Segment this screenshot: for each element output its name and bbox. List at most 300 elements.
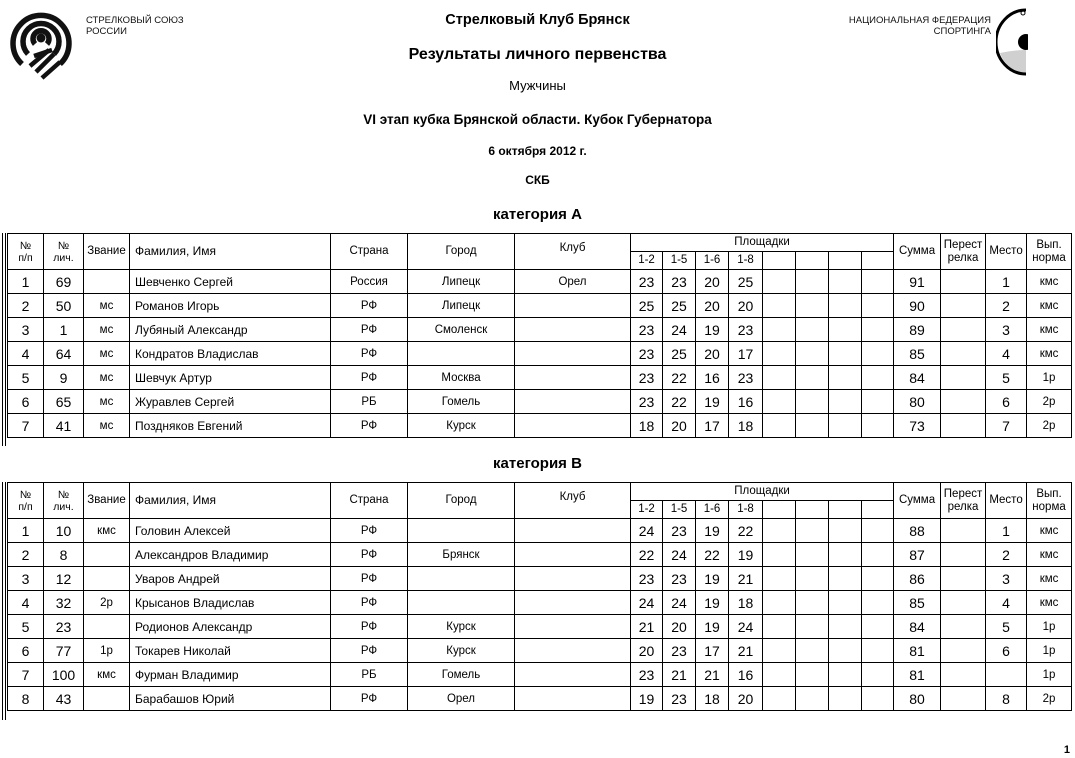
col-header-city: Город bbox=[408, 483, 515, 519]
cell-rank: кмс bbox=[84, 519, 130, 543]
cell-score: 24 bbox=[631, 591, 663, 615]
cell-city bbox=[408, 342, 515, 366]
cell-country: РФ bbox=[331, 342, 408, 366]
col-header-ranges: Площадки bbox=[631, 483, 894, 501]
col-header-range: 1-5 bbox=[663, 252, 696, 270]
col-header-range bbox=[862, 501, 894, 519]
cell-license: 65 bbox=[44, 390, 84, 414]
cell-score bbox=[829, 567, 862, 591]
cell-no: 6 bbox=[8, 390, 44, 414]
table-row bbox=[8, 414, 1072, 438]
cell-place: 6 bbox=[986, 390, 1027, 414]
table-row bbox=[8, 519, 1072, 543]
cell-name: Романов Игорь bbox=[130, 294, 331, 318]
gender-subtitle: Мужчины bbox=[509, 78, 566, 93]
cell-score bbox=[862, 639, 894, 663]
cell-norm: 1р bbox=[1027, 615, 1072, 639]
cell-score: 22 bbox=[696, 543, 729, 567]
col-header-club: Клуб bbox=[515, 234, 631, 270]
cell-club bbox=[515, 318, 631, 342]
cell-score: 19 bbox=[696, 390, 729, 414]
cell-score: 16 bbox=[729, 390, 763, 414]
cell-country: РФ bbox=[331, 615, 408, 639]
cell-license: 32 bbox=[44, 591, 84, 615]
results-title: Результаты личного первенства bbox=[408, 46, 667, 63]
cell-total: 87 bbox=[894, 543, 941, 567]
cell-no: 3 bbox=[8, 567, 44, 591]
table-row bbox=[8, 639, 1072, 663]
cell-name: Кондратов Владислав bbox=[130, 342, 331, 366]
event-date: 6 октября 2012 г. bbox=[488, 144, 587, 158]
cell-score bbox=[829, 543, 862, 567]
cell-score bbox=[862, 591, 894, 615]
cell-norm: кмс bbox=[1027, 567, 1072, 591]
cell-shootoff bbox=[941, 318, 986, 342]
cell-country: РФ bbox=[331, 543, 408, 567]
cell-norm: 1р bbox=[1027, 663, 1072, 687]
cell-total: 80 bbox=[894, 687, 941, 711]
cell-score bbox=[862, 567, 894, 591]
col-header-rank: Звание bbox=[84, 483, 130, 519]
cell-club bbox=[515, 366, 631, 390]
cell-score bbox=[829, 390, 862, 414]
cell-rank: мс bbox=[84, 318, 130, 342]
cell-license: 8 bbox=[44, 543, 84, 567]
cell-license: 69 bbox=[44, 270, 84, 294]
cell-norm: кмс bbox=[1027, 543, 1072, 567]
cell-score bbox=[763, 639, 796, 663]
cell-score: 23 bbox=[631, 342, 663, 366]
cell-score: 19 bbox=[696, 318, 729, 342]
event-title: VI этап кубка Брянской области. Кубок Губернатора bbox=[363, 112, 712, 127]
cell-shootoff bbox=[941, 270, 986, 294]
col-header-license bbox=[44, 483, 84, 519]
cell-score bbox=[829, 414, 862, 438]
cell-rank: мс bbox=[84, 342, 130, 366]
cell-score: 16 bbox=[729, 663, 763, 687]
cell-license: 77 bbox=[44, 639, 84, 663]
cell-score bbox=[796, 366, 829, 390]
cell-city: Гомель bbox=[408, 663, 515, 687]
cell-score: 20 bbox=[696, 342, 729, 366]
cell-score: 24 bbox=[631, 519, 663, 543]
cell-norm: кмс bbox=[1027, 270, 1072, 294]
cell-no: 1 bbox=[8, 519, 44, 543]
table-row bbox=[8, 342, 1072, 366]
col-header-club: Клуб bbox=[515, 483, 631, 519]
col-header-country: Страна bbox=[331, 234, 408, 270]
cell-norm: кмс bbox=[1027, 519, 1072, 543]
cell-club bbox=[515, 615, 631, 639]
cell-score: 21 bbox=[631, 615, 663, 639]
cell-score bbox=[763, 519, 796, 543]
cell-score: 18 bbox=[729, 591, 763, 615]
cell-score: 23 bbox=[663, 567, 696, 591]
cell-no: 6 bbox=[8, 639, 44, 663]
cell-score: 17 bbox=[696, 639, 729, 663]
cell-name: Барабашов Юрий bbox=[130, 687, 331, 711]
cell-place: 5 bbox=[986, 615, 1027, 639]
cell-place: 6 bbox=[986, 639, 1027, 663]
cell-score bbox=[763, 615, 796, 639]
cell-name: Лубяный Александр bbox=[130, 318, 331, 342]
cell-score: 25 bbox=[631, 294, 663, 318]
header-line: релка bbox=[947, 251, 979, 264]
cell-country: Россия bbox=[331, 270, 408, 294]
cell-place: 4 bbox=[986, 342, 1027, 366]
cell-total: 89 bbox=[894, 318, 941, 342]
cell-shootoff bbox=[941, 342, 986, 366]
cell-city: Смоленск bbox=[408, 318, 515, 342]
cell-score bbox=[829, 519, 862, 543]
col-header-range: 1-5 bbox=[663, 501, 696, 519]
cell-country: РФ bbox=[331, 318, 408, 342]
cell-score: 16 bbox=[696, 366, 729, 390]
cell-license: 9 bbox=[44, 366, 84, 390]
cell-shootoff bbox=[941, 366, 986, 390]
cell-city: Курск bbox=[408, 615, 515, 639]
cell-norm: 2р bbox=[1027, 414, 1072, 438]
col-header-norm bbox=[1027, 234, 1072, 270]
cell-score: 21 bbox=[729, 639, 763, 663]
cell-score: 23 bbox=[631, 390, 663, 414]
cell-country: РФ bbox=[331, 639, 408, 663]
cell-score bbox=[763, 366, 796, 390]
cell-total: 86 bbox=[894, 567, 941, 591]
cell-norm: кмс bbox=[1027, 318, 1072, 342]
cell-score: 20 bbox=[696, 294, 729, 318]
cell-club bbox=[515, 342, 631, 366]
cell-score: 25 bbox=[729, 270, 763, 294]
cell-score bbox=[796, 342, 829, 366]
col-header-no bbox=[8, 483, 44, 519]
cell-total: 85 bbox=[894, 342, 941, 366]
cell-score: 23 bbox=[631, 366, 663, 390]
cell-no: 5 bbox=[8, 615, 44, 639]
cell-no: 4 bbox=[8, 591, 44, 615]
cell-place: 7 bbox=[986, 414, 1027, 438]
col-header-name: Фамилия, Имя bbox=[130, 483, 331, 519]
col-header-no bbox=[8, 234, 44, 270]
cell-score bbox=[763, 294, 796, 318]
header-line: Вып. bbox=[1036, 487, 1062, 500]
col-header-name: Фамилия, Имя bbox=[130, 234, 331, 270]
cell-score bbox=[829, 591, 862, 615]
cell-score: 18 bbox=[696, 687, 729, 711]
cell-score: 21 bbox=[696, 663, 729, 687]
cell-country: РФ bbox=[331, 414, 408, 438]
cell-name: Шевчук Артур bbox=[130, 366, 331, 390]
cell-score bbox=[862, 342, 894, 366]
cell-score: 23 bbox=[663, 687, 696, 711]
cell-total: 84 bbox=[894, 615, 941, 639]
cell-shootoff bbox=[941, 663, 986, 687]
header-line: № bbox=[19, 239, 32, 252]
cell-norm: 2р bbox=[1027, 687, 1072, 711]
cell-score: 21 bbox=[729, 567, 763, 591]
cell-score bbox=[763, 543, 796, 567]
cell-shootoff bbox=[941, 294, 986, 318]
cell-name: Журавлев Сергей bbox=[130, 390, 331, 414]
table-row bbox=[8, 366, 1072, 390]
cell-score bbox=[796, 414, 829, 438]
cell-place: 2 bbox=[986, 543, 1027, 567]
table-row bbox=[8, 390, 1072, 414]
cell-no: 8 bbox=[8, 687, 44, 711]
cell-total: 91 bbox=[894, 270, 941, 294]
col-header-shootoff bbox=[941, 234, 986, 270]
cell-place: 8 bbox=[986, 687, 1027, 711]
header-line: норма bbox=[1032, 500, 1066, 513]
table-row bbox=[8, 591, 1072, 615]
cell-club bbox=[515, 519, 631, 543]
cell-score: 17 bbox=[729, 342, 763, 366]
table-row bbox=[8, 294, 1072, 318]
cell-score: 19 bbox=[631, 687, 663, 711]
table-row bbox=[8, 663, 1072, 687]
cell-rank bbox=[84, 567, 130, 591]
right-org-line-2: СПОРТИНГА bbox=[933, 26, 991, 37]
cell-score bbox=[829, 270, 862, 294]
cell-no: 2 bbox=[8, 294, 44, 318]
cell-score: 20 bbox=[631, 639, 663, 663]
cell-score bbox=[829, 342, 862, 366]
cell-score bbox=[829, 639, 862, 663]
cell-score: 23 bbox=[729, 366, 763, 390]
cell-name: Головин Алексей bbox=[130, 519, 331, 543]
cell-place: 1 bbox=[986, 519, 1027, 543]
cell-score bbox=[763, 567, 796, 591]
cell-rank: мс bbox=[84, 390, 130, 414]
header-line: Вып. bbox=[1036, 238, 1062, 251]
cell-norm: 2р bbox=[1027, 390, 1072, 414]
cell-country: РФ bbox=[331, 366, 408, 390]
cell-score: 24 bbox=[663, 543, 696, 567]
cell-score: 23 bbox=[663, 519, 696, 543]
cell-score: 20 bbox=[663, 615, 696, 639]
cell-score bbox=[796, 294, 829, 318]
cell-no: 7 bbox=[8, 414, 44, 438]
cell-no: 4 bbox=[8, 342, 44, 366]
header-line: норма bbox=[1032, 251, 1066, 264]
cell-score bbox=[796, 390, 829, 414]
cell-score bbox=[796, 639, 829, 663]
cell-shootoff bbox=[941, 591, 986, 615]
club-title: Стрелковый Клуб Брянск bbox=[445, 12, 630, 28]
cell-club bbox=[515, 543, 631, 567]
col-header-range: 1-8 bbox=[729, 252, 763, 270]
cell-score bbox=[862, 414, 894, 438]
col-header-city: Город bbox=[408, 234, 515, 270]
right-org-line-1: НАЦИОНАЛЬНАЯ ФЕДЕРАЦИЯ bbox=[848, 15, 991, 26]
col-header-range bbox=[796, 501, 829, 519]
cell-club bbox=[515, 591, 631, 615]
results-table-category-a bbox=[7, 233, 1072, 438]
cell-license: 50 bbox=[44, 294, 84, 318]
cell-shootoff bbox=[941, 615, 986, 639]
cell-score bbox=[796, 663, 829, 687]
cell-score: 25 bbox=[663, 294, 696, 318]
cell-score: 24 bbox=[729, 615, 763, 639]
category-a-title: категория А bbox=[493, 206, 582, 223]
cell-city: Липецк bbox=[408, 294, 515, 318]
cell-no: 7 bbox=[8, 663, 44, 687]
cell-score: 19 bbox=[729, 543, 763, 567]
col-header-range: 1-2 bbox=[631, 501, 663, 519]
cell-score bbox=[862, 270, 894, 294]
cell-score: 22 bbox=[663, 390, 696, 414]
cell-score bbox=[796, 615, 829, 639]
col-header-license bbox=[44, 234, 84, 270]
cell-city: Липецк bbox=[408, 270, 515, 294]
cell-score bbox=[829, 615, 862, 639]
cell-rank: мс bbox=[84, 366, 130, 390]
cell-score bbox=[763, 414, 796, 438]
cell-place: 5 bbox=[986, 366, 1027, 390]
cell-score: 20 bbox=[729, 687, 763, 711]
cell-no: 3 bbox=[8, 318, 44, 342]
cell-city: Курск bbox=[408, 639, 515, 663]
cell-score: 20 bbox=[729, 294, 763, 318]
table-row bbox=[8, 615, 1072, 639]
header-line: № bbox=[57, 488, 70, 501]
category-b-title: категория В bbox=[493, 455, 582, 472]
col-header-norm bbox=[1027, 483, 1072, 519]
cell-score: 19 bbox=[696, 591, 729, 615]
table-left-border bbox=[2, 482, 6, 720]
cell-shootoff bbox=[941, 519, 986, 543]
cell-rank: 1р bbox=[84, 639, 130, 663]
cell-score: 24 bbox=[663, 591, 696, 615]
header-line: релка bbox=[947, 500, 979, 513]
col-header-place: Место bbox=[986, 234, 1027, 270]
col-header-total: Сумма bbox=[894, 234, 941, 270]
header-line: Перест bbox=[943, 238, 983, 251]
cell-score: 24 bbox=[663, 318, 696, 342]
cell-rank bbox=[84, 270, 130, 294]
cell-score bbox=[763, 318, 796, 342]
left-org-line-1: СТРЕЛКОВЫЙ СОЮЗ bbox=[86, 15, 184, 26]
cell-total: 84 bbox=[894, 366, 941, 390]
cell-score bbox=[796, 519, 829, 543]
col-header-shootoff bbox=[941, 483, 986, 519]
cell-city: Гомель bbox=[408, 390, 515, 414]
cell-city bbox=[408, 567, 515, 591]
table-header-row bbox=[8, 483, 1072, 501]
cell-score bbox=[829, 318, 862, 342]
col-header-range bbox=[829, 252, 862, 270]
cell-club bbox=[515, 639, 631, 663]
cell-country: РФ bbox=[331, 519, 408, 543]
cell-place: 1 bbox=[986, 270, 1027, 294]
cell-score: 18 bbox=[631, 414, 663, 438]
cell-name: Шевченко Сергей bbox=[130, 270, 331, 294]
cell-score bbox=[796, 318, 829, 342]
cell-score bbox=[862, 390, 894, 414]
cell-score: 25 bbox=[663, 342, 696, 366]
cell-club bbox=[515, 687, 631, 711]
cell-license: 43 bbox=[44, 687, 84, 711]
cell-score: 18 bbox=[729, 414, 763, 438]
cell-city: Брянск bbox=[408, 543, 515, 567]
cell-total: 85 bbox=[894, 591, 941, 615]
col-header-rank: Звание bbox=[84, 234, 130, 270]
cell-norm: 1р bbox=[1027, 639, 1072, 663]
cell-score: 23 bbox=[631, 567, 663, 591]
cell-score: 19 bbox=[696, 519, 729, 543]
header-line: п/п bbox=[18, 251, 33, 264]
cell-score bbox=[829, 687, 862, 711]
cell-score: 23 bbox=[663, 639, 696, 663]
cell-score bbox=[862, 615, 894, 639]
cell-country: РБ bbox=[331, 390, 408, 414]
table-row bbox=[8, 270, 1072, 294]
cell-place: 3 bbox=[986, 567, 1027, 591]
cell-name: Александров Владимир bbox=[130, 543, 331, 567]
header-line: лич. bbox=[53, 251, 74, 264]
cell-total: 90 bbox=[894, 294, 941, 318]
cell-total: 81 bbox=[894, 663, 941, 687]
cell-score bbox=[763, 390, 796, 414]
cell-score bbox=[862, 318, 894, 342]
cell-club bbox=[515, 663, 631, 687]
cell-city bbox=[408, 591, 515, 615]
cell-score bbox=[763, 663, 796, 687]
cell-club bbox=[515, 294, 631, 318]
header-line: п/п bbox=[18, 500, 33, 513]
cell-score bbox=[796, 270, 829, 294]
cell-license: 41 bbox=[44, 414, 84, 438]
cell-norm: кмс bbox=[1027, 294, 1072, 318]
cell-city: Москва bbox=[408, 366, 515, 390]
cell-total: 73 bbox=[894, 414, 941, 438]
col-header-range: 1-2 bbox=[631, 252, 663, 270]
header-line: Перест bbox=[943, 487, 983, 500]
col-header-range bbox=[862, 252, 894, 270]
cell-score bbox=[862, 663, 894, 687]
cell-score bbox=[829, 366, 862, 390]
col-header-range: 1-8 bbox=[729, 501, 763, 519]
col-header-ranges: Площадки bbox=[631, 234, 894, 252]
cell-norm: кмс bbox=[1027, 591, 1072, 615]
cell-score: 19 bbox=[696, 615, 729, 639]
cell-license: 23 bbox=[44, 615, 84, 639]
col-header-range bbox=[763, 501, 796, 519]
cell-name: Токарев Николай bbox=[130, 639, 331, 663]
cell-score: 23 bbox=[631, 318, 663, 342]
cell-score bbox=[796, 567, 829, 591]
cell-name: Уваров Андрей bbox=[130, 567, 331, 591]
cell-score: 23 bbox=[631, 270, 663, 294]
results-table-category-b bbox=[7, 482, 1072, 711]
cell-name: Фурман Владимир bbox=[130, 663, 331, 687]
col-header-range: 1-6 bbox=[696, 252, 729, 270]
cell-no: 5 bbox=[8, 366, 44, 390]
cell-place: 2 bbox=[986, 294, 1027, 318]
cell-country: РФ bbox=[331, 567, 408, 591]
cell-license: 12 bbox=[44, 567, 84, 591]
cell-no: 1 bbox=[8, 270, 44, 294]
left-org-line-2: РОССИИ bbox=[86, 26, 127, 37]
cell-norm: кмс bbox=[1027, 342, 1072, 366]
cell-score bbox=[763, 270, 796, 294]
cell-place: 4 bbox=[986, 591, 1027, 615]
table-row bbox=[8, 567, 1072, 591]
cell-score bbox=[862, 519, 894, 543]
cell-score bbox=[862, 543, 894, 567]
cell-score bbox=[796, 687, 829, 711]
table-row bbox=[8, 687, 1072, 711]
